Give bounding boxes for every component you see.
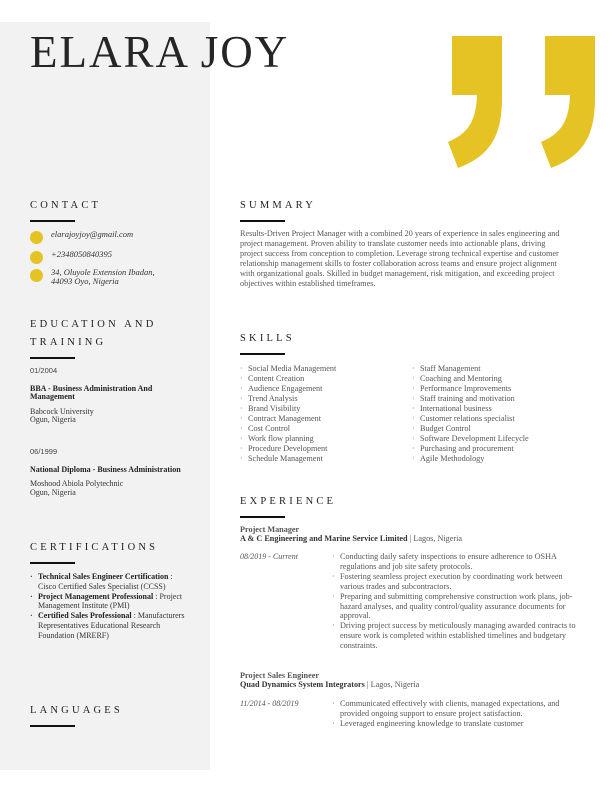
skill-item: · Purchasing and procurement xyxy=(412,444,529,454)
skill-item: · Staff Management xyxy=(412,364,529,374)
skills-list-column-1 xyxy=(240,364,336,464)
certification-item xyxy=(30,592,190,612)
skill-item: · Cost Control xyxy=(240,424,336,434)
contact-email xyxy=(30,230,133,244)
section-divider xyxy=(240,516,285,518)
education-heading-line-2: TRAINING xyxy=(30,337,107,348)
address-line-2: 44093 Oyo, Nigeria xyxy=(51,276,119,286)
skill-item: · Staff training and motivation xyxy=(412,394,529,404)
job-dates: 11/2014 - 08/2019 xyxy=(240,699,299,708)
quote-mark-icon xyxy=(448,36,510,168)
candidate-name: ELARA JOY xyxy=(30,27,290,77)
education-item xyxy=(30,367,195,425)
skill-item: · Social Media Management xyxy=(240,364,336,374)
certification-issuer: : Manufacturers Representatives Educational Research Foundation (MRERF) xyxy=(38,611,185,640)
summary-text: Results-Driven Project Manager with a combined 20 years of experience in sales engineering and project management. Proven ability to translate customer needs into actionable plans, driving project success from conception to completion. Leverage strong technical expertise and customer relationship management skills to foster collaboration across teams and ensure project alignment with organizational goals. Skilled in budget management, risk mitigation, and exceeding project objectives within established timeframes. xyxy=(240,229,560,288)
job-location: | Lagos, Nigeria xyxy=(364,679,420,689)
job-title: Project Sales Engineer xyxy=(240,671,319,680)
experience-heading: EXPERIENCE xyxy=(240,496,337,507)
section-divider xyxy=(30,725,75,727)
education-location: Ogun, Nigeria xyxy=(30,415,76,424)
dot-icon xyxy=(30,231,43,244)
summary-heading: SUMMARY xyxy=(240,200,317,211)
section-divider xyxy=(30,220,75,222)
skill-item: · Contract Management xyxy=(240,414,336,424)
job-header xyxy=(240,672,419,690)
contact-phone xyxy=(30,250,112,264)
job-bullet: · Preparing and submitting comprehensive construction work plans, job-hazard analyses, and quality control/quality assurance documents for approval. xyxy=(332,592,582,622)
skills-list-column-2 xyxy=(412,364,529,464)
job-title: Project Manager xyxy=(240,525,300,534)
address-text xyxy=(51,268,155,286)
skill-item: · Brand Visibility xyxy=(240,404,336,414)
skill-item: · Performance Improvements xyxy=(412,384,529,394)
certification-name: Certified Sales Professional xyxy=(38,611,132,621)
job-bullet: · Fostering seamless project execution by coordinating work between various trades and subcontractors. xyxy=(332,572,582,592)
email-text[interactable]: elarajoyjoy@gmail.com xyxy=(51,229,134,239)
skill-item: · Customer relations specialist xyxy=(412,414,529,424)
job-bullet: · Conducting daily safety inspections to ensure adherence to OSHA regulations and job site safety protocols. xyxy=(332,552,582,572)
job-bullet: · Leveraged engineering knowledge to translate customer xyxy=(332,719,582,729)
skill-item: · Agile Methodology xyxy=(412,454,529,464)
section-divider xyxy=(30,562,75,564)
job-location: | Lagos, Nigeria xyxy=(407,533,462,543)
skill-item: · International business xyxy=(412,404,529,414)
education-date: 06/1999 xyxy=(30,447,58,456)
job-header xyxy=(240,526,462,544)
education-location: Ogun, Nigeria xyxy=(30,487,76,497)
section-divider xyxy=(240,220,285,222)
education-degree: National Diploma - Business Administration xyxy=(30,464,181,474)
contact-address xyxy=(30,268,155,286)
job-bullet: · Driving project success by meticulously managing awarded contracts to ensure work is completed within established timelines and budgetary constraints. xyxy=(332,621,582,651)
job-dates: 08/2019 - Current xyxy=(240,552,298,561)
certification-item xyxy=(30,572,190,592)
skill-item: · Audience Engagement xyxy=(240,384,336,394)
phone-text[interactable]: +2348050840395 xyxy=(51,249,112,259)
skills-heading: SKILLS xyxy=(240,333,295,344)
contact-heading: CONTACT xyxy=(30,200,102,211)
certifications-heading: CERTIFICATIONS xyxy=(30,542,159,553)
education-item xyxy=(30,448,195,497)
languages-heading: LANGUAGES xyxy=(30,705,123,716)
skill-item: · Software Development Lifecycle xyxy=(412,434,529,444)
dot-icon xyxy=(30,269,43,282)
education-heading-line-1: EDUCATION AND xyxy=(30,319,157,330)
skill-item: · Trend Analysis xyxy=(240,394,336,404)
job-bullets xyxy=(332,552,582,651)
education-date: 01/2004 xyxy=(30,366,58,375)
education-heading xyxy=(30,316,156,352)
certification-issuer: : Cisco Certified Sales Specialist (CCSS) xyxy=(38,572,173,591)
education-degree: BBA - Business Administration And Management xyxy=(30,383,153,401)
certification-item xyxy=(30,611,190,640)
section-divider xyxy=(30,357,75,359)
job-company: Quad Dynamics System Integrators xyxy=(240,679,365,689)
education-school: Babcock University xyxy=(30,406,94,416)
skill-item: · Work flow planning xyxy=(240,434,336,444)
certifications-list xyxy=(30,572,190,641)
dot-icon xyxy=(30,251,43,264)
skill-item: · Content Creation xyxy=(240,374,336,384)
quote-mark-icon xyxy=(541,36,603,168)
job-bullet: · Communicated effectively with clients, managed expectations, and provided ongoing support to ensure project satisfaction. xyxy=(332,699,582,719)
skill-item: · Schedule Management xyxy=(240,454,336,464)
certification-name: Technical Sales Engineer Certification xyxy=(38,572,169,581)
address-line-1: 34, Oluyole Extension Ibadan, xyxy=(51,267,155,277)
job-company: A & C Engineering and Marine Service Limited xyxy=(240,533,408,543)
certification-issuer: : Project Management Institute (PMI) xyxy=(38,591,183,611)
section-divider xyxy=(240,353,285,355)
job-bullets xyxy=(332,699,582,729)
education-school: Moshood Abiola Polytechnic xyxy=(30,479,124,488)
certification-name: Project Management Professional xyxy=(38,591,154,601)
skill-item: · Budget Control xyxy=(412,424,529,434)
skill-item: · Coaching and Mentoring xyxy=(412,374,529,384)
skill-item: · Procedure Development xyxy=(240,444,336,454)
